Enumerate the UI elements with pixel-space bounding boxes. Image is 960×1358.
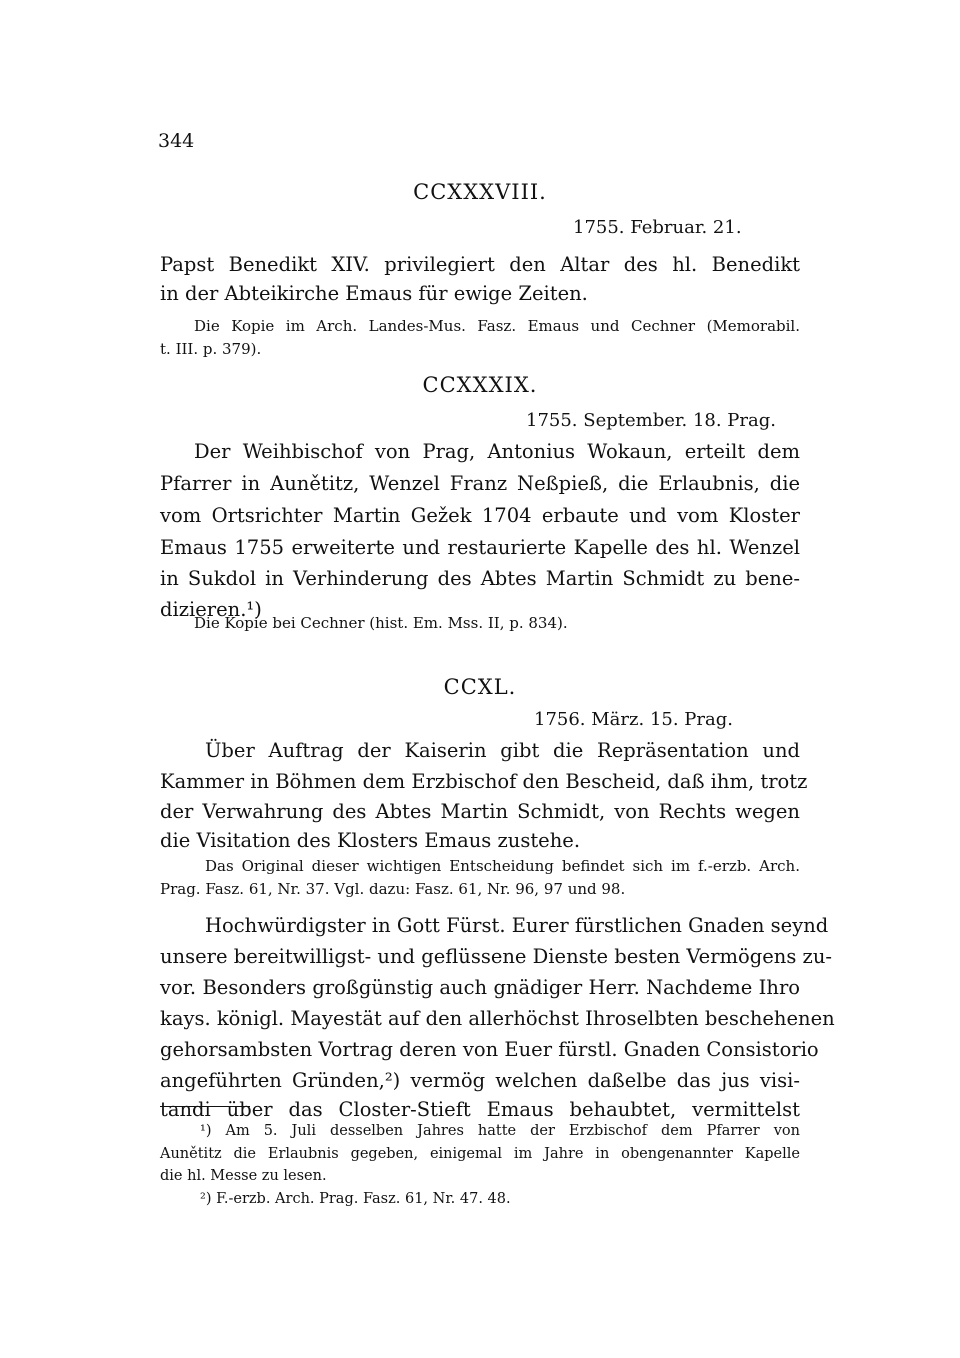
summary-line: Der Weihbischof von Prag, Antonius Wokaun, erteilt dem xyxy=(194,440,800,463)
page-number: 344 xyxy=(158,130,195,152)
footnote-line: Aunětitz die Erlaubnis gegeben, einigemal im Jahre in obengenannter Kapelle xyxy=(160,1146,800,1162)
document-number: CCXXXIX. xyxy=(422,373,538,397)
text-line: gehorsambsten Vortrag deren von Euer fürstl. Gnaden Consistorio xyxy=(160,1038,819,1061)
footnote-line: ¹) Am 5. Juli desselben Jahres hatte der Erzbischof dem Pfarrer von xyxy=(200,1123,800,1139)
document-number: CCXXXVIII. xyxy=(413,180,547,204)
summary-line: Papst Benedikt XIV. privilegiert den Altar des hl. Benedikt xyxy=(160,253,800,276)
footnote-line: ²) F.-erzb. Arch. Prag. Fasz. 61, Nr. 47. 48. xyxy=(200,1191,511,1207)
text-line: unsere bereitwilligst- und geflüssene Dienste besten Vermögens zu- xyxy=(160,945,832,968)
text-line: vor. Besonders großgünstig auch gnädiger Herr. Nachdeme Ihro xyxy=(160,976,800,999)
source-note: Die Kopie bei Cechner (hist. Em. Mss. II, p. 834). xyxy=(194,614,568,632)
summary-line: die Visitation des Klosters Emaus zustehe. xyxy=(160,829,581,852)
document-date: 1756. März. 15. Prag. xyxy=(534,709,733,730)
text-line: angeführten Gründen,²) vermög welchen daßelbe das jus visi- xyxy=(160,1069,800,1092)
summary-line: in der Abteikirche Emaus für ewige Zeiten. xyxy=(160,282,588,305)
summary-line: Emaus 1755 erweiterte und restaurierte Kapelle des hl. Wenzel xyxy=(160,536,800,559)
text-line: Hochwürdigster in Gott Fürst. Eurer fürstlichen Gnaden seynd xyxy=(205,914,829,937)
summary-line: der Verwahrung des Abtes Martin Schmidt, von Rechts wegen xyxy=(160,800,800,823)
summary-line: dizieren.¹) xyxy=(160,598,262,621)
source-note: t. III. p. 379). xyxy=(160,340,262,358)
text-line: tandi über das Closter-Stieft Emaus behaubtet, vermittelst xyxy=(160,1098,800,1121)
footnote-rule xyxy=(160,1106,250,1107)
document-date: 1755. September. 18. Prag. xyxy=(526,410,776,431)
source-note: Das Original dieser wichtigen Entscheidung befindet sich im f.-erzb. Arch. xyxy=(205,857,800,875)
source-note: Die Kopie im Arch. Landes-Mus. Fasz. Emaus und Cechner (Memorabil. xyxy=(194,317,800,335)
source-note: Prag. Fasz. 61, Nr. 37. Vgl. dazu: Fasz. 61, Nr. 96, 97 und 98. xyxy=(160,880,626,898)
document-date: 1755. Februar. 21. xyxy=(573,217,742,238)
summary-line: in Sukdol in Verhinderung des Abtes Martin Schmidt zu bene- xyxy=(160,567,800,590)
document-number: CCXL. xyxy=(443,675,517,699)
summary-line: vom Ortsrichter Martin Gežek 1704 erbaute und vom Kloster xyxy=(160,504,800,527)
summary-line: Über Auftrag der Kaiserin gibt die Repräsentation und xyxy=(205,739,800,762)
summary-line: Kammer in Böhmen dem Erzbischof den Bescheid, daß ihm, trotz xyxy=(160,770,808,793)
footnote-line: die hl. Messe zu lesen. xyxy=(160,1168,327,1184)
summary-line: Pfarrer in Aunětitz, Wenzel Franz Neßpieß, die Erlaubnis, die xyxy=(160,472,800,495)
text-line: kays. königl. Mayestät auf den allerhöchst Ihroselbten beschehenen xyxy=(160,1007,835,1030)
